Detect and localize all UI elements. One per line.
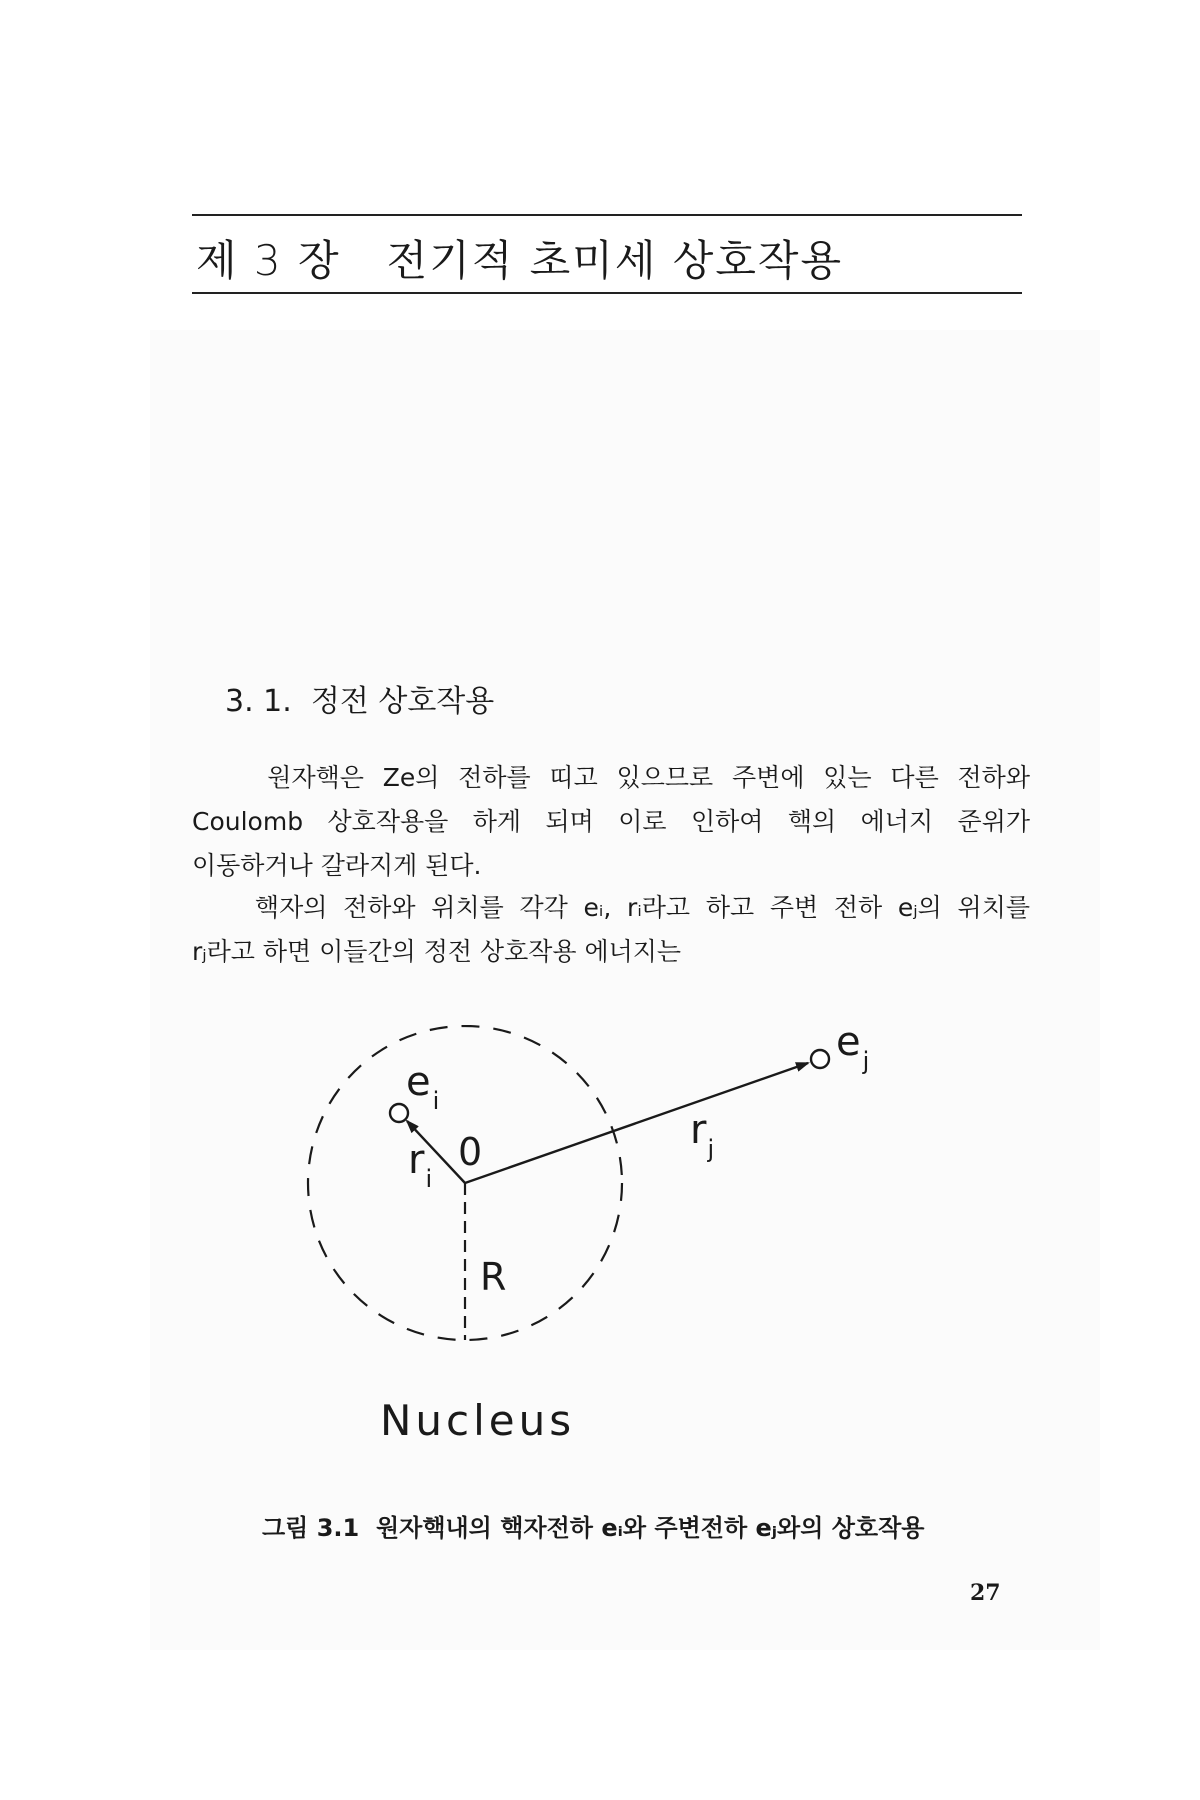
paragraph-line: rⱼ라고 하면 이들간의 정전 상호작용 에너지는: [192, 937, 682, 966]
ei-label: $e_i$: [406, 1059, 440, 1115]
paragraph-2: [192, 886, 1030, 974]
figure-caption: 그림 3.1 원자핵내의 핵자전하 eᵢ와 주변전하 eⱼ와의 상호작용: [262, 1514, 925, 1542]
page-background: [150, 330, 1100, 1650]
rj-label: $r_j$: [690, 1107, 715, 1163]
ri-label: $r_i$: [408, 1137, 433, 1193]
section-title: 3. 1. 정전 상호작용: [225, 684, 495, 719]
chapter-rule-top: [192, 214, 1022, 216]
paragraph-line: 이동하거나 갈라지게 된다.: [192, 851, 482, 880]
radius-label: R: [480, 1255, 507, 1299]
ei-charge-point: [390, 1104, 408, 1122]
nucleus-label: Nucleus: [380, 1396, 576, 1445]
paragraph-line: 핵자의 전하와 위치를 각각 eᵢ, rᵢ라고 하고 주변 전하 eⱼ의 위치를: [192, 893, 1030, 922]
nucleus-diagram: [280, 1025, 960, 1445]
page-number: 27: [970, 1580, 1001, 1606]
paragraph-line: Coulomb 상호작용을 하게 되며 이로 인하여 핵의 에너지 준위가: [192, 807, 1030, 836]
origin-label: 0: [458, 1130, 483, 1174]
chapter-title: 제 3 장 전기적 초미세 상호작용: [196, 236, 844, 285]
paragraph-line: 원자핵은 Ze의 전하를 띠고 있으므로 주변에 있는 다른 전하와: [192, 763, 1030, 792]
ej-charge-point: [811, 1050, 829, 1068]
ej-label: $e_j$: [836, 1025, 870, 1075]
paragraph-1: [192, 756, 1030, 888]
chapter-rule-bottom: [192, 292, 1022, 294]
rj-vector: [465, 1063, 808, 1183]
